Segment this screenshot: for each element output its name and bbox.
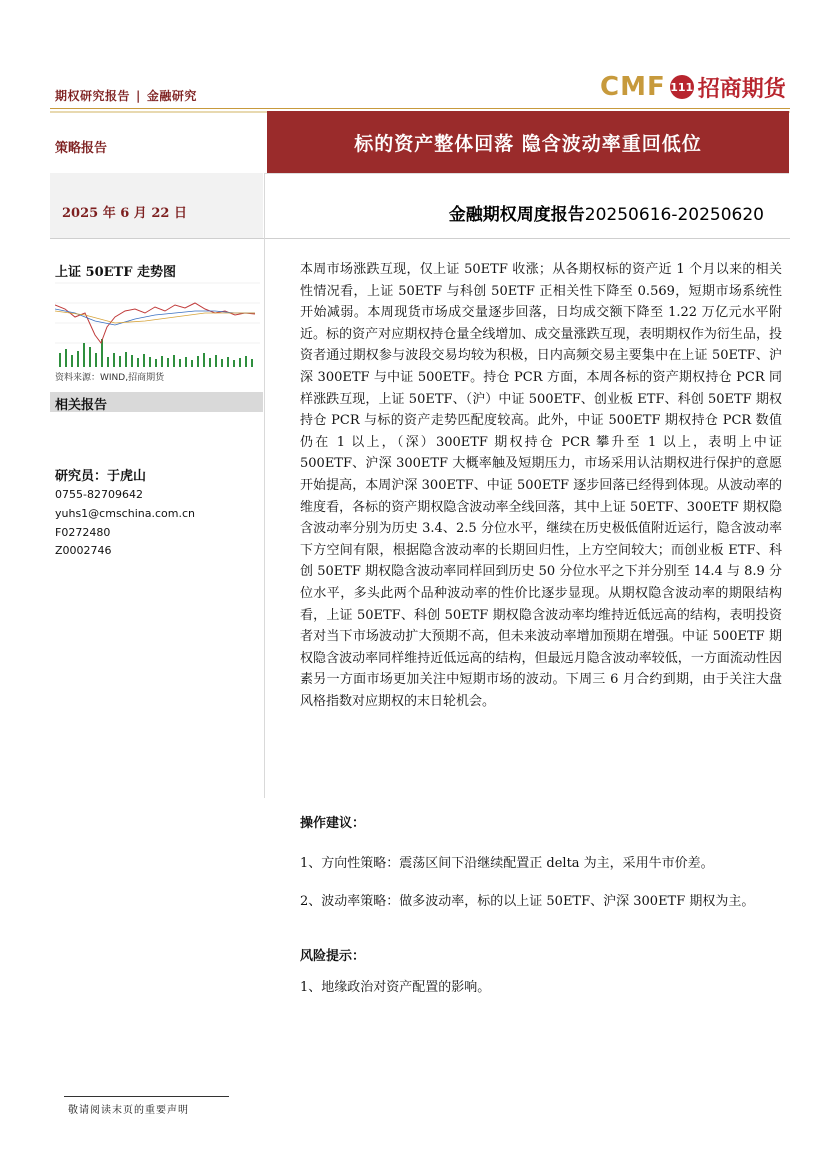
header-subcategory: 金融研究 bbox=[146, 89, 197, 103]
report-name-cn: 金融期权周度报告 bbox=[448, 205, 585, 225]
report-category: 策略报告 bbox=[55, 141, 108, 156]
report-title: 标的资产整体回落 隐含波动率重回低位 bbox=[354, 132, 702, 155]
title-rule bbox=[264, 173, 789, 174]
section-divider bbox=[50, 238, 790, 239]
header-breadcrumb bbox=[55, 87, 197, 104]
chart-title: 上证 50ETF 走势图 bbox=[55, 265, 176, 280]
header-separator: | bbox=[136, 89, 141, 103]
footer-disclaimer-note: 敬请阅读末页的重要声明 bbox=[68, 1105, 189, 1116]
analyst-name: 研究员：于虎山 bbox=[55, 469, 147, 484]
title-banner bbox=[267, 111, 789, 173]
footer-rule bbox=[64, 1096, 229, 1097]
analyst-email[interactable]: yuhs1@cmschina.com.cn bbox=[55, 507, 195, 520]
operation-item-volatility: 2、波动率策略：做多波动率，标的以上证 50ETF、沪深 300ETF 期权为主。 bbox=[300, 894, 755, 909]
analyst-cert-futures: F0272480 bbox=[55, 526, 111, 539]
risk-item: 1、地缘政治对资产配置的影响。 bbox=[300, 980, 491, 995]
summary-paragraph: 本周市场涨跌互现，仅上证 50ETF 收涨；从各期权标的资产近 1 个月以来的相关性情况看，上证 50ETF 与科创 50ETF 正相关性下降至 0.569，短期市场系统性开始减弱。本周现货市场成交量逐步回落，日均成交额下降至 1.22 万亿元水平附近。标的资产对应期权持仓量全线增加、成交量涨跌互现，表明期权作为衍生品，投资者通过期权参与波段交易均较为积极，日内高频交易主要集中在上证 50ETF、沪深 300ETF 与中证 500ETF。持仓 PCR 方面，本周各标的资产期权持仓 PCR 同样涨跌互现，上证 50ETF、（沪）中证 500ETF、创业板 ETF、科创 50ETF 期权持仓 PCR 与标的资产走势匹配度较高。此外，中证 500ETF 期权持仓 PCR 数值仍在 1 以上，（深）300ETF 期权持仓 PCR 攀升至 1 以上，表明上中证 500ETF、沪深 300ETF 大概率触及短期压力，市场采用认沽期权进行保护的意愿开始提高，本周沪深 300ETF、中证 500ETF 逐步回落已经得到体现。从波动率的维度看，各标的资产期权隐含波动率全线回落，其中上证 50ETF、300ETF 期权隐含波动率分别为历史 3.4、2.5 分位水平，继续在历史极低值附近运行，隐含波动率下方空间有限，根据隐含波动率的长期回归性，上方空间较大；而创业板 ETF、科创 50ETF 期权隐含波动率同样回到历史 50 分位水平之下并分别至 14.4 与 8.9 分位水平，多头此两个品种波动率的性价比逐步显现。从期权隐含波动率的期限结构看，上证 50ETF、科创 50ETF 期权隐含波动率均维持近低远高的结构，表明投资者对当下市场波动扩大预期不高，但未来波动率增加预期在增强。中证 500ETF 期权隐含波动率同样维持近低远高的结构，但最远月隐含波动率较低，一方面流动性因素另一方面市场更加关注中短期市场的波动。下周三 6 月合约到期，由于关注大盘风格指数对应期权的末日轮机会。 bbox=[300, 262, 782, 709]
report-name bbox=[449, 200, 764, 225]
header-category: 期权研究报告 bbox=[55, 89, 131, 103]
logo-chinese: 招商期货 bbox=[697, 76, 786, 102]
column-divider bbox=[264, 173, 265, 798]
company-logo bbox=[600, 72, 786, 102]
analyst-phone: 0755-82709642 bbox=[55, 488, 143, 501]
analyst-cert-consult: Z0002746 bbox=[55, 544, 112, 557]
operations-heading: 操作建议： bbox=[300, 816, 366, 831]
etf-trend-chart bbox=[55, 273, 260, 370]
report-period: 20250616-20250620 bbox=[584, 205, 764, 225]
logo-latin: CMF bbox=[600, 72, 666, 102]
logo-emblem-icon: 111 bbox=[670, 75, 694, 99]
report-date: 2025 年 6 月 22 日 bbox=[62, 206, 187, 221]
related-reports-label: 相关报告 bbox=[55, 398, 108, 413]
risk-heading: 风险提示： bbox=[300, 949, 366, 964]
chart-source: 资料来源：WIND,招商期货 bbox=[55, 373, 165, 383]
header-divider bbox=[50, 108, 790, 109]
operation-item-direction: 1、方向性策略：震荡区间下沿继续配置正 delta 为主，采用牛市价差。 bbox=[300, 856, 714, 871]
